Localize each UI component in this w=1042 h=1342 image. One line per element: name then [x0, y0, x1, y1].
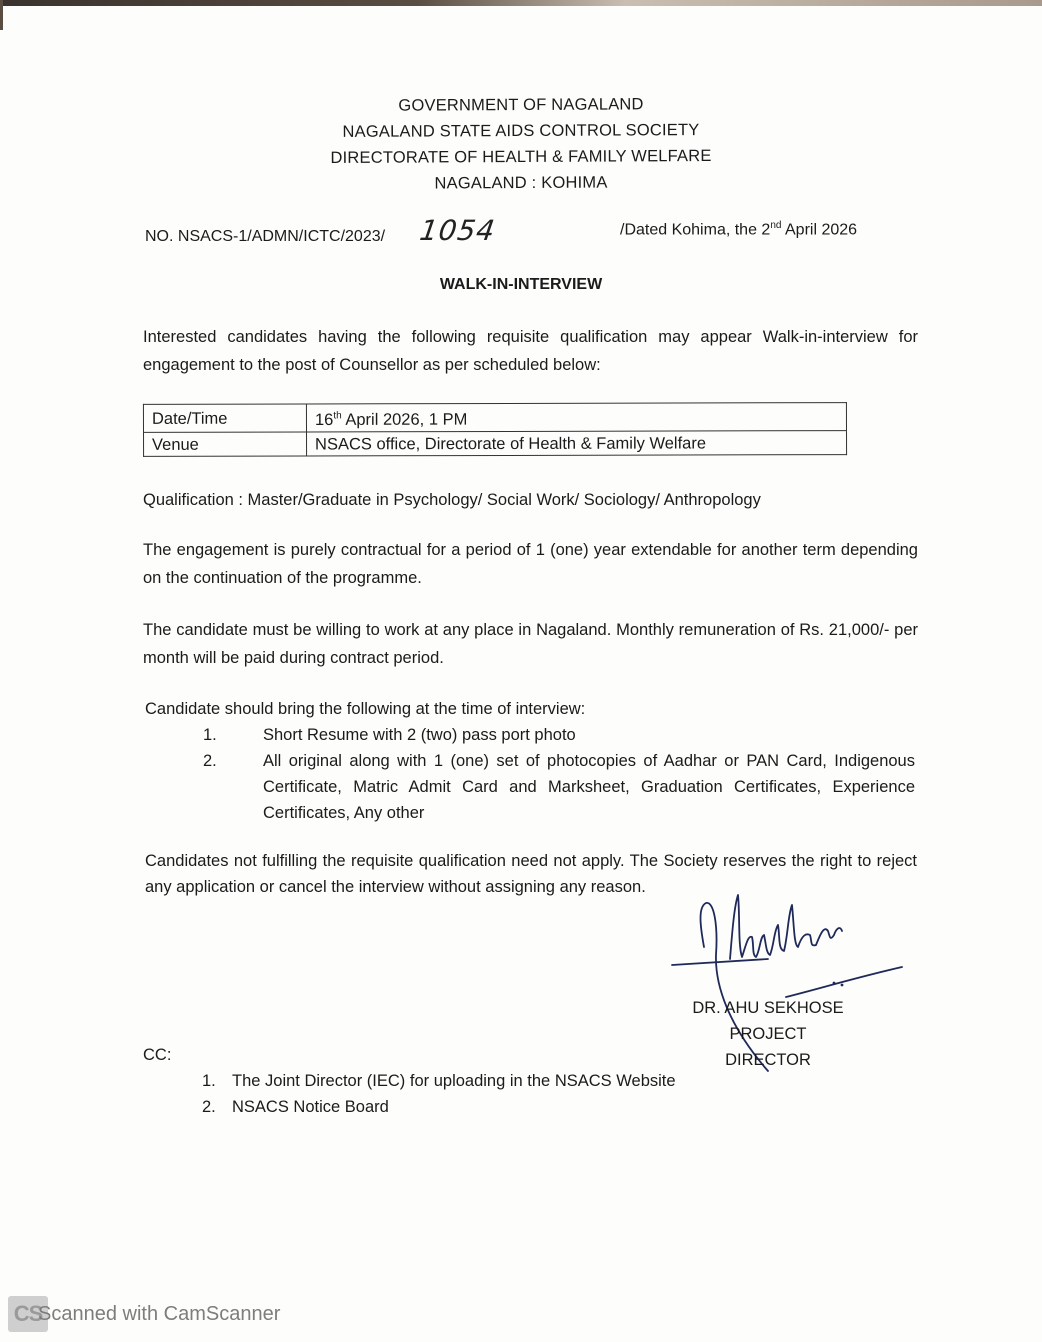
letterhead-line: NAGALAND STATE AIDS CONTROL SOCIETY [342, 121, 700, 141]
letterhead-line: GOVERNMENT OF NAGALAND [398, 95, 644, 115]
letterhead-line: DIRECTORATE OF HEALTH & FAMILY WELFARE [330, 147, 712, 167]
bring-list [145, 722, 915, 826]
dated-prefix: /Dated Kohima, the 2 [620, 221, 771, 239]
watermark-text: Scanned with CamScanner [38, 1302, 281, 1325]
scan-edge-left [0, 0, 3, 30]
list-item [145, 748, 915, 826]
remuneration-paragraph: The candidate must be willing to work at any place in Nagaland. Monthly remuneration of Rs. 21,000/- per month will be paid during contract period. [143, 621, 918, 667]
cc-list [202, 1068, 676, 1120]
handwritten-reference-number: 1054 [417, 214, 498, 247]
schedule-value: NSACS office, Directorate of Health & Family Welfare [307, 430, 847, 455]
date-rest: April 2026, 1 PM [341, 410, 468, 429]
signature-stroke [672, 959, 768, 965]
list-item [202, 1094, 676, 1120]
schedule-label: Venue [144, 431, 307, 455]
qualification: Qualification : Master/Graduate in Psychology/ Social Work/ Sociology/ Anthropology [143, 491, 761, 509]
signatory-block [688, 995, 848, 1073]
scan-edge-shadow [0, 0, 1042, 6]
schedule-value [306, 403, 846, 432]
list-item [145, 722, 915, 748]
signature-stroke [786, 967, 902, 997]
list-number: 1. [203, 726, 217, 744]
list-number: 1. [202, 1072, 216, 1090]
list-text: Short Resume with 2 (two) pass port photo [263, 726, 576, 744]
table-row [143, 403, 846, 432]
reference-number: NO. NSACS-1/ADMN/ICTC/2023/ [145, 228, 386, 245]
signatory-designation: PROJECT DIRECTOR [725, 1025, 811, 1069]
camscanner-watermark [8, 1296, 280, 1332]
dated-sup: nd [770, 220, 782, 231]
list-number: 2. [203, 752, 217, 770]
notice-title: WALK-IN-INTERVIEW [439, 276, 603, 293]
schedule-label: Date/Time [143, 404, 306, 432]
list-item [202, 1068, 676, 1094]
list-text: The Joint Director (IEC) for uploading in the NSACS Website [232, 1072, 676, 1090]
engagement-paragraph: The engagement is purely contractual for a period of 1 (one) year extendable for another term depending on the continuation of the programme. [143, 541, 918, 587]
bring-heading: Candidate should bring the following at the time of interview: [145, 700, 586, 718]
letterhead [0, 92, 1042, 196]
signature-stroke [730, 895, 842, 959]
table-row [144, 430, 847, 456]
list-text: NSACS Notice Board [232, 1098, 389, 1116]
dated-line [620, 220, 857, 239]
list-number: 2. [202, 1098, 216, 1116]
date-sup: th [333, 410, 342, 422]
letterhead-line: NAGALAND : KOHIMA [434, 173, 608, 193]
list-text: All original along with 1 (one) set of photocopies of Aadhar or PAN Card, Indigenous Certificate, Matric Admit Card and Marksheet, Graduation Certificates, Experience Certificates, Any other [263, 752, 915, 822]
date-day: 16 [314, 410, 334, 429]
dated-suffix: April 2026 [781, 221, 858, 239]
schedule-table [143, 402, 847, 456]
camscanner-logo-icon: CS [8, 1296, 48, 1332]
disclaimer-paragraph: Candidates not fulfilling the requisite qualification need not apply. The Society reserves the right to reject any application or cancel the interview without assigning any reason. [145, 852, 917, 896]
signatory-name: DR. AHU SEKHOSE [692, 999, 844, 1017]
intro-paragraph: Interested candidates having the following requisite qualification may appear Walk-in-interview for engagement to the post of Counsellor as per scheduled below: [143, 328, 918, 374]
cc-label: CC: [143, 1046, 172, 1064]
